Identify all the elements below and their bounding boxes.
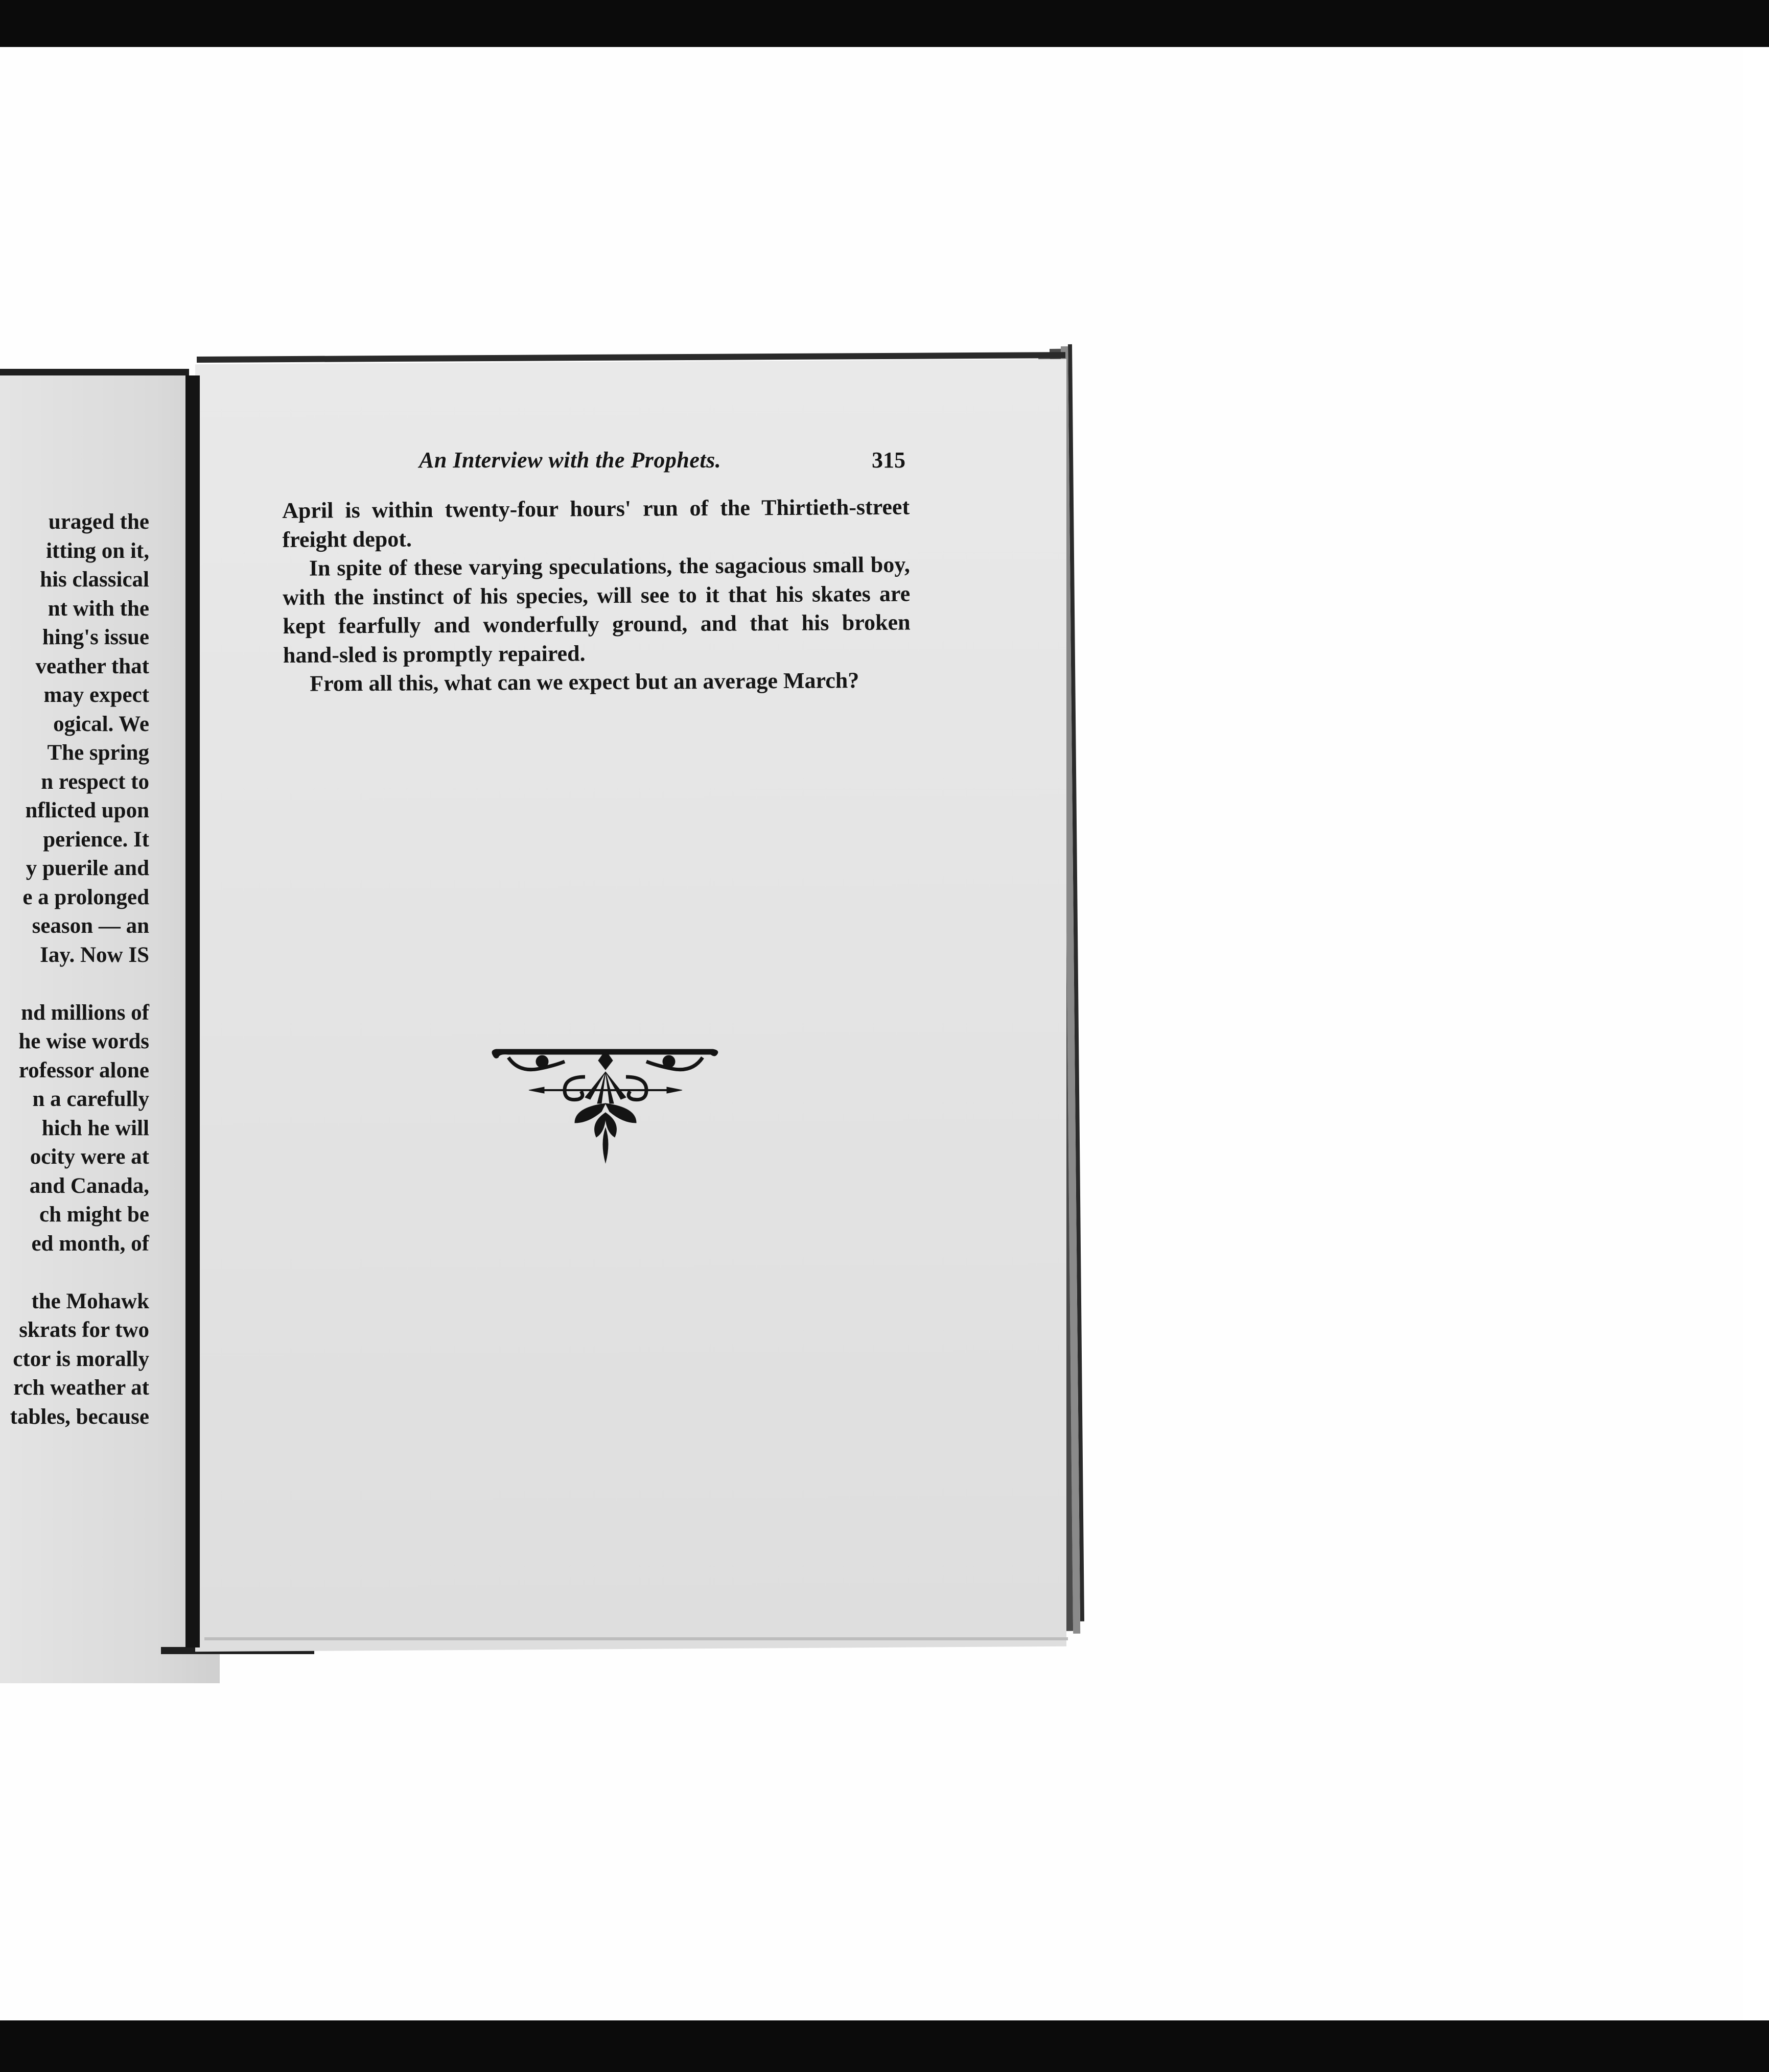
left-line: tables, because [10,1404,149,1429]
left-line-gap [0,1258,149,1287]
right-page-body [282,492,911,698]
left-line: skrats for two [19,1318,149,1342]
left-line: nd millions of [21,1000,149,1025]
paragraph: From all this, what can we expect but an average March? [310,668,859,696]
left-line: y puerile and [26,856,149,880]
left-line: he wise words [18,1029,149,1053]
left-line: n respect to [41,769,149,794]
left-line-gap [0,970,149,999]
left-page-top-edge [0,369,189,376]
left-line: n a carefully [32,1087,149,1111]
running-head: An Interview with the Prophets. [419,448,721,473]
paragraph: April is within twenty-four hours' run of the Thirtieth-street freight depot. [282,494,910,552]
left-line: ch might be [39,1203,149,1227]
left-page-text [0,508,149,1431]
scan-border-top [0,0,1769,47]
left-line: hich he will [41,1116,149,1140]
left-line: ed month, of [31,1231,149,1256]
left-line: itting on it, [46,538,149,563]
left-line: veather that [35,654,149,678]
left-line: his classical [40,568,149,592]
left-line: rch weather at [13,1376,149,1400]
scan-border-bottom [0,2020,1769,2072]
left-line: ogical. We [53,712,149,736]
left-line: ctor is morally [13,1347,149,1371]
left-line: season — an [32,914,149,938]
left-line: perience. It [43,827,149,852]
left-line: the Mohawk [31,1289,149,1313]
left-line: Iay. Now IS [40,943,149,967]
left-line: rofessor alone [18,1058,149,1082]
left-line: hing's issue [42,625,149,649]
left-line: The spring [47,741,149,765]
left-line: ocity were at [30,1145,149,1169]
left-line: uraged the [48,510,149,534]
book-gutter [185,375,200,1647]
page-number: 315 [872,448,905,473]
left-line: and Canada, [29,1173,149,1198]
paragraph: In spite of these varying speculations, the sagacious small boy, with the instinct of his species, will see to it that his skates are kept fearfully and wonderfully ground, and that his broken hand-sled is promptly repaired. [283,552,911,668]
left-line: e a prolonged [22,885,149,909]
right-page-bottom-edge [204,1637,1068,1640]
left-line: nflicted upon [25,798,149,822]
left-line: may expect [43,683,149,707]
left-line: nt with the [48,596,149,621]
tailpiece-ornament [488,1046,723,1165]
